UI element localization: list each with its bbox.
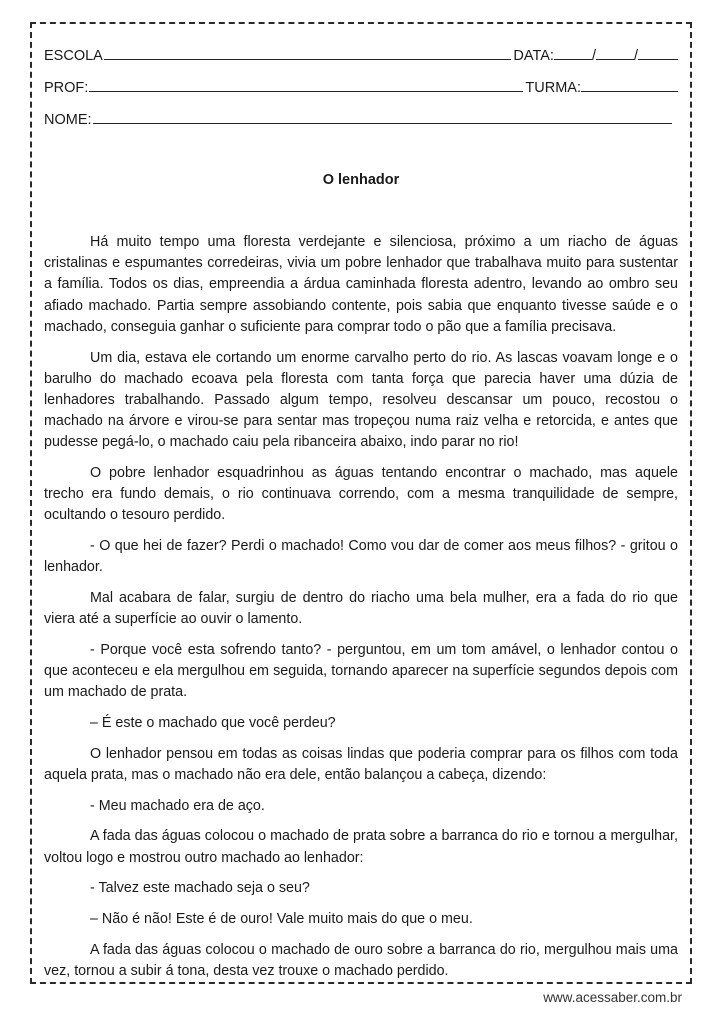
date-separator: /: [633, 48, 638, 64]
paragraph: O pobre lenhador esquadrinhou as águas tentando encontrar o machado, mas aquele trecho era fundo demais, o rio continuava correndo, com a mesma tranquilidade de sempre, ocultando o tesouro perdido.: [44, 465, 678, 524]
paragraph: Mal acabara de falar, surgiu de dentro do riacho uma bela mulher, era a fada do rio que viera até a superfície ao ouvir o lamento.: [44, 590, 678, 628]
header-row-prof-turma: [44, 76, 678, 96]
paragraph: A fada das águas colocou o machado de ouro sobre a barranca do rio, mergulhou mais uma vez, tornou a subir á tona, desta vez trouxe o machado perdido.: [44, 941, 678, 979]
date-month-field[interactable]: [596, 44, 634, 60]
paragraph: Há muito tempo uma floresta verdejante e silenciosa, próximo a um riacho de águas cristalinas e espumantes corredeiras, vivia um pobre lenhador que trabalhava muito para sustentar a família. Todos os dias, empreendia a árdua caminhada floresta adentro, levando ao ombro seu afiado machado. Partia sempre assobiando contente, pois sabia que enquanto tivesse saúde e o machado, conseguia ganhar o suficiente para comprar todo o pão que a família precisava.: [44, 234, 678, 335]
turma-field[interactable]: [581, 76, 678, 92]
story-text: [44, 232, 678, 992]
nome-field[interactable]: [93, 108, 672, 124]
story-title: O lenhador: [322, 172, 400, 188]
paragraph: – É este o machado que você perdeu?: [90, 715, 336, 732]
paragraph: - O que hei de fazer? Perdi o machado! Como vou dar de comer aos meus filhos? - gritou o lenhador.: [44, 538, 678, 576]
worksheet-frame: [30, 22, 692, 984]
date-separator: /: [591, 48, 596, 64]
data-label: DATA:: [513, 48, 554, 64]
turma-label: TURMA:: [525, 80, 581, 96]
paragraph: O lenhador pensou em todas as coisas lindas que poderia comprar para os filhos com toda aquela prata, mas o machado não era dele, então balançou a cabeça, dizendo:: [44, 745, 678, 783]
prof-label: PROF:: [44, 80, 89, 96]
prof-field[interactable]: [89, 76, 523, 92]
footer-website: www.acessaber.com.br: [543, 990, 682, 1005]
date-year-field[interactable]: [638, 44, 678, 60]
date-day-field[interactable]: [554, 44, 592, 60]
escola-label: ESCOLA: [44, 48, 103, 64]
nome-label: NOME:: [44, 112, 92, 128]
paragraph: - Meu machado era de aço.: [90, 797, 265, 814]
escola-field[interactable]: [104, 44, 512, 60]
header-row-nome: [44, 108, 678, 128]
paragraph: - Talvez este machado seja o seu?: [90, 880, 310, 897]
paragraph: A fada das águas colocou o machado de prata sobre a barranca do rio e tornou a mergulhar, voltou logo e mostrou outro machado ao lenhador:: [44, 828, 678, 866]
paragraph: Um dia, estava ele cortando um enorme carvalho perto do rio. As lascas voavam longe e o barulho do machado ecoava pela floresta com tanta força que parecia haver uma dúzia de lenhadores trabalhando. Passado algum tempo, resolveu descansar um pouco, recostou o machado na árvore e virou-se para sentar mas tropeçou numa raiz velha e retorcida, e antes que pudesse pegá-lo, o machado caiu pela ribanceira abaixo, indo parar no rio!: [44, 349, 678, 451]
header-row-escola-data: [44, 44, 678, 64]
paragraph: - Porque você esta sofrendo tanto? - perguntou, em um tom amável, o lenhador contou o que aconteceu e ela mergulhou em seguida, tornando aparecer na superfície segundos depois com um machado de prata.: [44, 641, 678, 701]
paragraph: – Não é não! Este é de ouro! Vale muito mais do que o meu.: [90, 910, 473, 927]
